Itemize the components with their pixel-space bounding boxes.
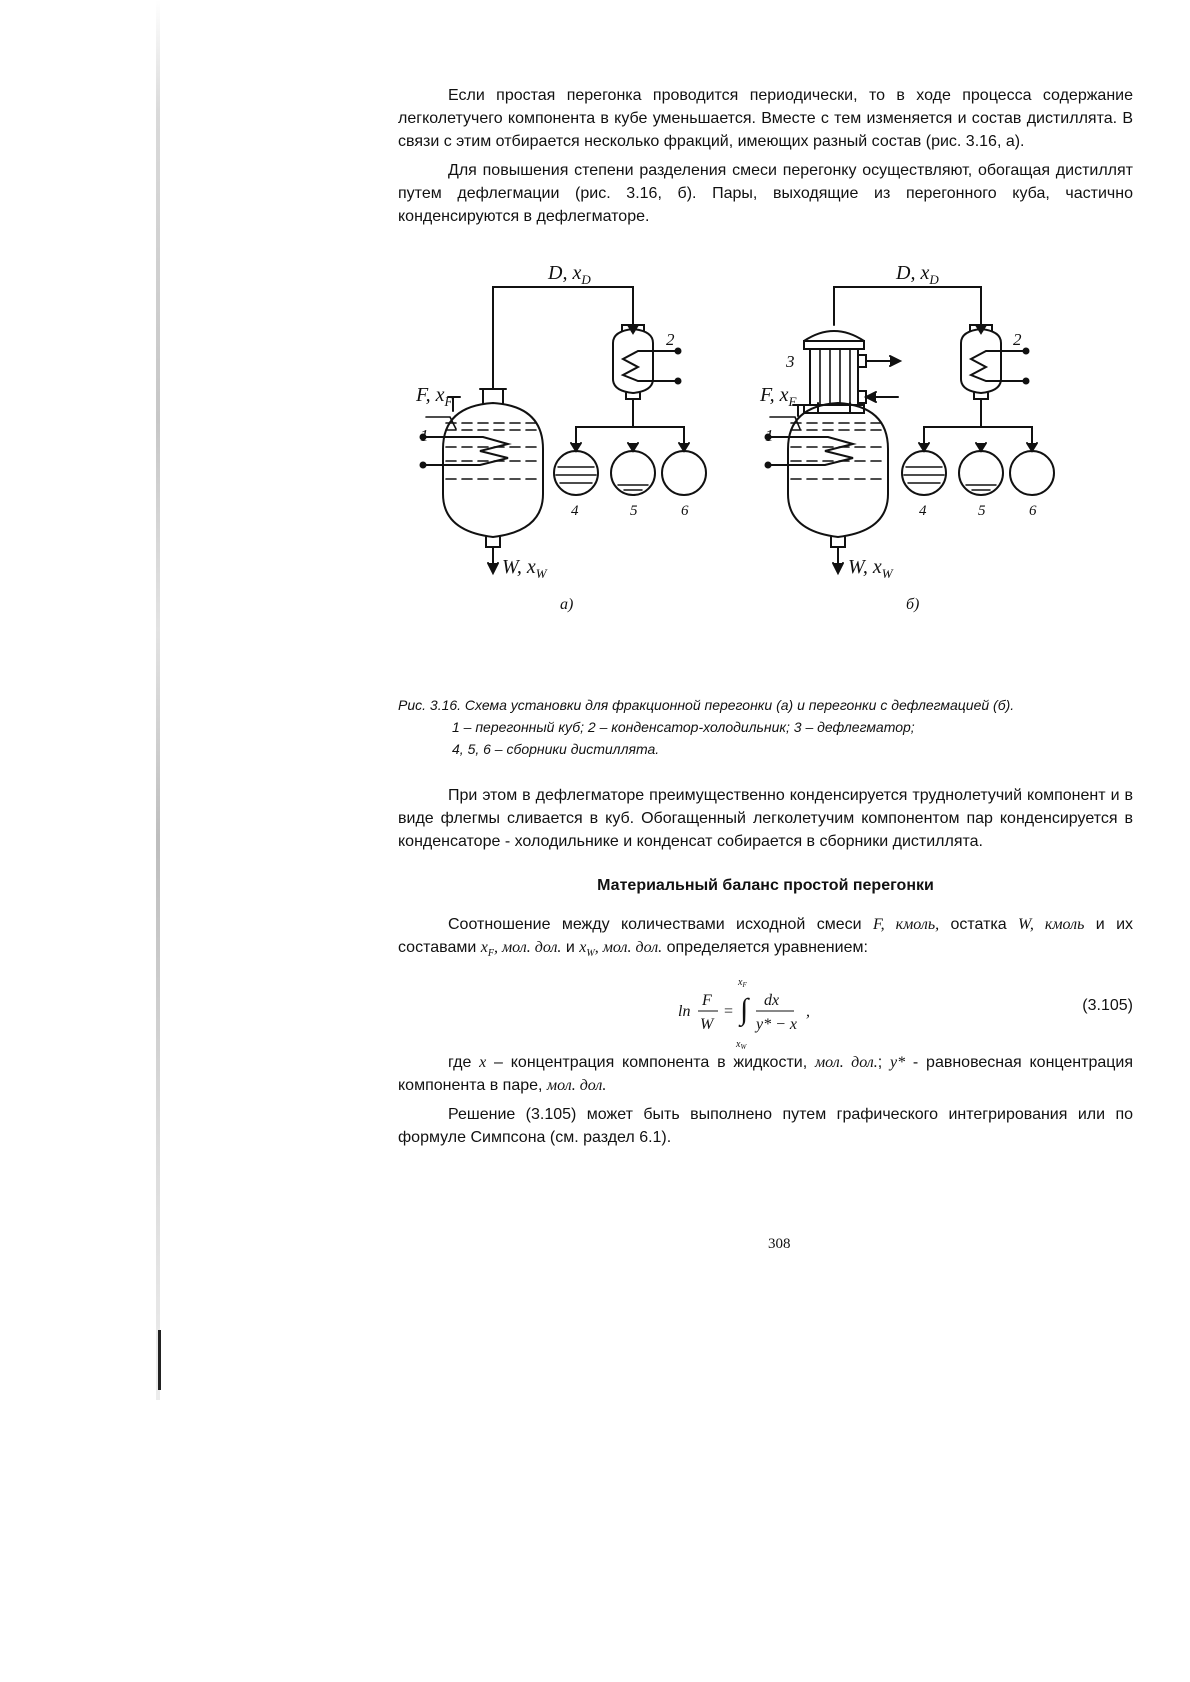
figure-3-16 — [398, 236, 1133, 706]
label-a-bottoms: W, $x_W$ — [502, 556, 547, 581]
panel-b-label: б) — [906, 596, 920, 613]
panel-b-apparatus — [766, 287, 1055, 573]
label-a-1: 1 — [420, 426, 429, 445]
label-a-4: 4 — [571, 503, 579, 519]
label-a-5: 5 — [630, 503, 638, 519]
page-content — [398, 84, 1133, 1155]
svg-text:=: = — [724, 1003, 734, 1021]
section-title: Материальный баланс простой перегонки — [597, 877, 934, 894]
paragraph-4: Соотношение между количествами исходной смеси F, кмоль, остатка W, кмоль и их составами $x_F$, мол. дол. и $x_W$, мол. дол. определяется уравнением: — [398, 916, 1133, 960]
label-a-feed: F, $x_F$ — [416, 384, 453, 409]
svg-text:ln: ln — [678, 1003, 691, 1021]
label-b-2: 2 — [1013, 330, 1022, 349]
label-b-bottoms: W, $x_W$ — [848, 556, 893, 581]
caption-line-2: 1 – перегонный куб; 2 – конденсатор-холодильник; 3 – дефлегматор; — [452, 719, 915, 735]
caption-line-1: Рис. 3.16. Схема установки для фракционной перегонки (а) и перегонки с дефлегмацией (б). — [398, 697, 1015, 713]
svg-text:F: F — [702, 992, 712, 1010]
svg-text:∫: ∫ — [740, 993, 749, 1027]
paragraph-6: Решение (3.105) может быть выполнено путем графического интегрирования или по формуле Симпсона (см. раздел 6.1). — [398, 1106, 1133, 1147]
label-b-6: 6 — [1029, 503, 1037, 519]
equation-body — [668, 971, 868, 1051]
panel-a-label: а) — [560, 596, 574, 613]
paragraph-3: При этом в дефлегматоре преимущественно конденсируется труднолетучий компонент и в виде флегмы сливается в куб. Обогащенный легколетучим компонентом пар конденсируется в конденсаторе - холодильнике и конденсат собирается в сборники дистиллята. — [398, 787, 1133, 850]
label-b-4: 4 — [919, 503, 927, 519]
caption-line-3: 4, 5, 6 – сборники дистиллята. — [452, 741, 660, 757]
svg-text:xF: $x_F$ — [738, 977, 747, 990]
equation-number: (3.105) — [1082, 997, 1133, 1015]
svg-text:W: W — [700, 1016, 714, 1034]
distillation-diagram — [398, 236, 1133, 656]
label-b-5: 5 — [978, 503, 986, 519]
equation-3-105 — [398, 971, 1133, 1051]
label-b-1: 1 — [765, 426, 774, 445]
page-number: 308 — [768, 1236, 791, 1252]
svg-text:xW: $x_W$ — [736, 1039, 747, 1052]
label-a-2: 2 — [666, 330, 675, 349]
svg-text:y* − x: y* − x — [756, 1016, 797, 1034]
paragraph-5: где x – концентрация компонента в жидкости, мол. дол.; y* - равновесная концентрация компонента в паре, мол. дол. — [398, 1054, 1134, 1095]
label-a-6: 6 — [681, 503, 689, 519]
paragraph-1: Если простая перегонка проводится периодически, то в ходе процесса содержание легколетучего компонента в кубе уменьшается. Вместе с тем изменяется и состав дистиллята. В связи с этим отбирается несколько фракций, имеющих разный состав (рис. 3.16, а). — [398, 87, 1133, 150]
label-b-3: 3 — [786, 352, 795, 371]
scan-edge-mark — [158, 1330, 161, 1390]
label-a-distillate: D, $x_D$ — [548, 262, 591, 287]
panel-a-apparatus — [421, 287, 707, 573]
label-b-feed: F, $x_F$ — [760, 384, 797, 409]
svg-text:,: , — [806, 1003, 810, 1021]
label-b-distillate: D, $x_D$ — [896, 262, 939, 287]
paragraph-2: Для повышения степени разделения смеси перегонку осуществляют, обогащая дистиллят путем дефлегмации (рис. 3.16, б). Пары, выходящие из перегонного куба, частично конденсируются в дефлегматоре. — [398, 162, 1133, 225]
svg-text:dx: dx — [764, 992, 780, 1010]
scan-edge — [156, 0, 160, 1400]
